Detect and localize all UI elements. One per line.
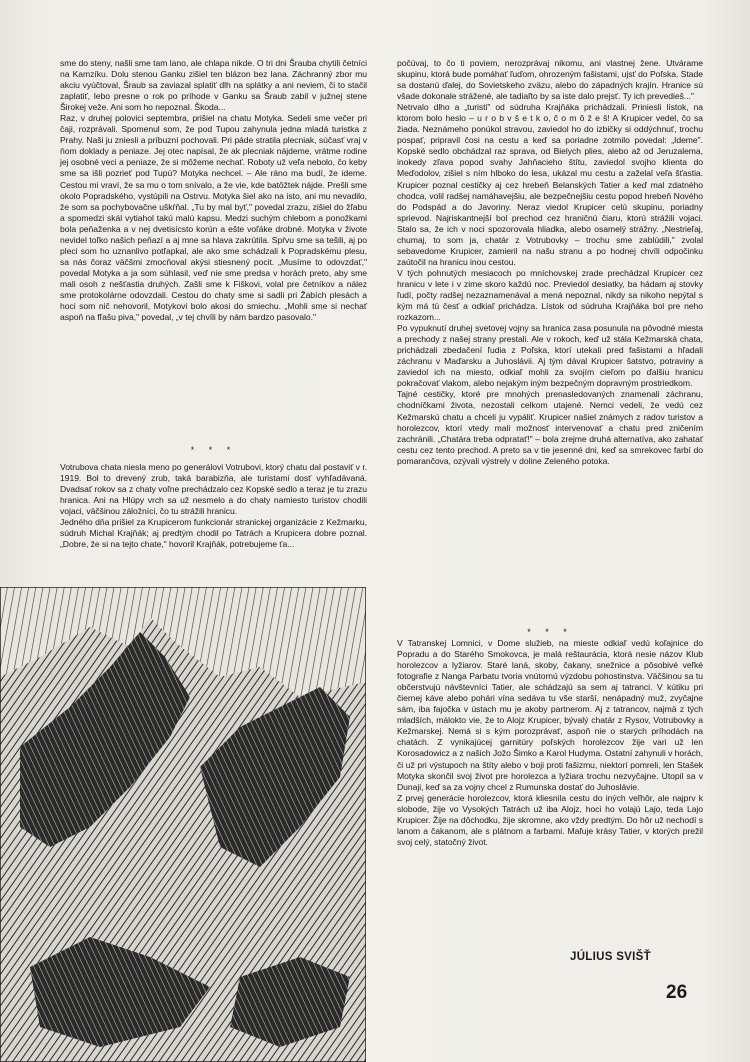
paragraph: počúvaj, to čo ti poviem, nerozprávaj nikomu, ani vlastnej žene. Utvárame skupinu, ktorá bude pomáhať ľuďom, ohrozeným fašistami, ujsť do Poľska. Stade sa dostanú ďalej, do Sovietskeho zväzu, alebo do západných krajín. Hranice sú všade dokonale strážené, ale tadiaľto by sa iste dalo prejsť. Ty ich prevedieš...": [397, 58, 703, 102]
paragraph: Z prvej generácie horolezcov, ktorá kliesnila cestu do iných veľhôr, ale najprv k slobode, žije vo Vysokých Tatrách už iba Alojz, hoci ho volajú Lajo, teda Lajo Krupicer. Žije na dôchodku, žije skromne, ako vždy predtým. Do hôr už nechodí s lanom a čakanom, ale s plátnom a farbami. Maľuje krásy Tatier, v ktorých prežil svoj celý, statočný život.: [397, 792, 703, 847]
article-right-column-lower: [397, 638, 703, 848]
article-right-column: [397, 58, 703, 467]
paragraph: V tých pohnutých mesiacoch po mníchovskej zrade prechádzal Krupicer cez hranicu v lete i v zime skoro každú noc. Previedol desiatky, ba hádam aj stovky ľudí, počty radšej nezaznamenával a mená nepoznal, nikdy sa nikoho nepýtal s kým má tú česť a odkiaľ prichádza. Lístok od súdruha Krajňáka bol pre neho rozkazom...: [397, 267, 703, 323]
paragraph: Netrvalo dlho a „turisti" od súdruha Krajňáka prichádzali. Priniesli lístok, na ktorom bolo heslo – u r o b v š e t k o, č o m ô ž e š! A Krupicer vedel, čo sa žiada. Neznámeho ponúkol stravou, zaviedol ho do izbičky si oddýchnuť, trochu pospať, pripravil čosi na cestu a keď sa poriadne zotmilo povedal: „Ideme". Kopské sedlo obchádzal raz sprava, od Bielych plies, alebo až od Jeruzalema, inokedy zľava popod svahy Jahňacieho štítu, zaviedol svojho klienta do Meďodolov, zišiel s ním hlboko do lesa, ukázal mu cestu a zaželal veľa šťastia. Krupicer poznal cestičky aj cez hrebeň Belanských Tatier a keď mal zdatného chodca, volil radšej namáhavejšiu, ale bezpečnejšiu cestu popod hrebeň Nového do Podspád a do Javoriny. Neraz viedol Krupicer celú skupinu, poriadny sprievod. Najriskantnejší bol prechod cez hraničnú čiaru, ktorú strážili vojaci. Stalo sa, že ich v noci spozorovala hliadka, alebo osamelý strážny. „Nestrieľaj, chumaj, to som ja, chatár z Votrubovky – trochu sme zablúdili," zvolal sebavedome Krupicer, zamieril na našu stranu a po hodnej chvíli odpočinku zaútočil na hranicu inou cestou.: [397, 102, 703, 267]
paragraph: V Tatranskej Lomnici, v Dome služieb, na mieste odkiaľ vedú koľajnice do Popradu a do Starého Smokovca, je malá reštaurácia, ktorá nesie názov Klub horolezcov a lyžiarov. Staré laná, skoby, čakany, snežnice a pôsobivé veľké fotografie z Nanga Parbatu tvoria vnútornú výzdobu pohostinstva. Väčšinou sa tu občerstvujú návštevníci Tatier, ale schádzajú sa sem aj tatranci. V kútiku pri čiernej káve alebo pohári vína sedáva tu vše starší, nenápadný muž, zvyčajne sám, iba fajočka v ústach mu je akoby partnerom. Aj z tatrancov, najmä z tých mladších, málokto vie, že to Alojz Krupicer, bývalý chatár z Rysov, Votrubovky a Kežmarskej. Nemá si s kým porozprávať, aspoň nie o starých príhodách na chatách. Z vynikajúcej garnitúry poľských horolezcov žije vari už len Korosadowicz a z našich Jožo Šimko a Karol Hudyma. Ostatní zahynuli v horách, či už pri výstupoch na štíty alebo v boji proti fašizmu, niektorí pomreli, len Stašek Motyka skončil svoj život pre horolezca a lyžiara trochu nezvyčajne. Utopil sa v Dunaji, keď sa za vojny chcel z Rumunska dostať do Juhoslávie.: [397, 638, 703, 792]
paragraph: Votrubova chata niesla meno po generálovi Votrubovi, ktorý chatu dal postaviť v r. 1919. Bol to drevený zrub, taká barabizňa, ale turistami dosť vyhľadávaná. Dvadsať rokov sa z chaty voľne prechádzalo cez Kopské sedlo a teraz je tu zrazu hranica. Ani na Hlúpy vrch sa už nesmelo a do chaty namiesto turistov chodili vojaci, väčšinou záložníci, čo tu strážili hranicu.: [60, 462, 367, 517]
section-separator: * * *: [190, 445, 237, 455]
mountain-woodcut-illustration: [0, 587, 366, 1062]
article-left-column: [60, 58, 367, 323]
paragraph: Jedného dňa prišiel za Krupicerom funkcionár stranickej organizácie z Kežmarku, súdruh Michal Krajňák; aj predtým chodil po Tatrách a Krupicera dobre poznal. „Dobre, že si na tejto chate," hovoril Krajňák, potrebujeme ťa...: [60, 517, 367, 550]
paragraph: Tajné cestičky, ktoré pre mnohých prenasledovaných znamenali záchranu, chodníčkami života, nezostali celkom utajené. Nemci vedeli, že vedú cez Kežmarskú chatu a chceli ju vypáliť. Krupicer našiel známych z radov turistov a horolezcov, ktorí vtedy mali možnosť intervenovať a chatu pred zničením zachránili. „Chatára treba odpratať!" – bola zrejme druhá alternatíva, ako zahatať cestu cez tento prechod. A preto sa v tie jesenné dni, keď sa smrekovec farbí do pomarančova, ozývali výstrely v doline Zeleného potoka.: [397, 389, 703, 466]
section-separator: * * *: [527, 627, 573, 637]
page-number: 26: [666, 982, 688, 1003]
paragraph: Po vypuknutí druhej svetovej vojny sa hranica zasa posunula na pôvodné miesta a prechody z našej strany prestali. Ale v rokoch, keď už stála Kežmarská chata, prichádzali zbedačení ľudia z Poľska, ktorí utekali pred fašistami a hľadali záchranu v Maďarsku a Juhoslávii. Aj tým dával Krupicer šatstvo, potraviny a zaviedol ich na miesto, odkiaľ mohli za svojím cieľom po ďalšiu hranicu pokračovať vlakom, alebo nejakým iným bezpečným dopravným prostriedkom.: [397, 323, 703, 389]
author-name: JÚLIUS SVIŠŤ: [570, 951, 651, 963]
paragraph: sme do steny, našli sme tam lano, ale chlapa nikde. O tri dni Šrauba chytili četníci na Kamzíku. Dolu stenou Ganku zišiel ten blázon bez lana. Záchranný zbor mu akciu vyúčtoval, Šraub sa zaviazal splatiť dlh na splátky a ani neviem, či to stačil zaplatiť, lebo presne o rok po príhode v Ganku sa Šraub zabil v južnej stene Širokej veže. Ani som ho nepoznal. Škoda...: [60, 58, 367, 113]
paragraph: Raz, v druhej polovici septembra, prišiel na chatu Motyka. Sedeli sme večer pri čaji, rozprávali. Spomenul som, že pod Tupou zahynula jedna mladá turistka z Prahy. Naši ju zniesli a príbuzní pochovali. Pri páde stratila plecniak, súčasť vraj v ňom doklady a peniaze. Jej otec napísal, že ak plecniak nájdeme, vrátme rodine jej osobné veci a peniaze, že si môžeme nechať. Roboty už veľa nebolo, čo keby sme sa išli pozrieť pod Tupú? Motyka nechcel. – Ale ráno ma budí, že ideme. Cestou mi vraví, že sa mu o tom snívalo, a že vie, kde batôžtek nájde. Prešli sme okolo Popradského, vystúpili na Ostrvu. Motyka šiel ako na isto, ani mu nevadilo, že som sa pochybovačne uškŕňal. „Tu by mal byť," povedal zrazu, zišiel do žľabu a spomedzi skál vytiahol takú malú kapsu. Medzi suchým chlebom a ponožkami bola peňaženka a v nej dvetisícsto korún a ešte voľáke drobné. Motyka v živote nevidel toľko našich peňazí a aj mne sa hlava zakrútila. Spŕvu sme sa tešili, aj po pleci som ho uznanlivo potľapkal, ale ako sme schádzali k Popradskému plesu, sa nás čoraz väčšmi zmocňoval akýsi stiesnený pocit. „Musíme to odovzdať," povedal Motyka a ja som súhlasil, veď nie sme predsa v horách preto, aby sme mali osoh z nešťastia druhých. Zašli sme k Fiškovi, volal pre četníkov a nález sme protokolárne odovzdali. Cestou do chaty sme si sadli pri Žabích plesách a hoci som nič nehovoril, Motykovi bolo akosi do smiechu. „Mohli sme si nechať aspoň na fľašu piva," povedal, „v tej chvíli by nám bardzo pasovalo.": [60, 113, 367, 323]
article-left-column-lower: [60, 462, 367, 550]
